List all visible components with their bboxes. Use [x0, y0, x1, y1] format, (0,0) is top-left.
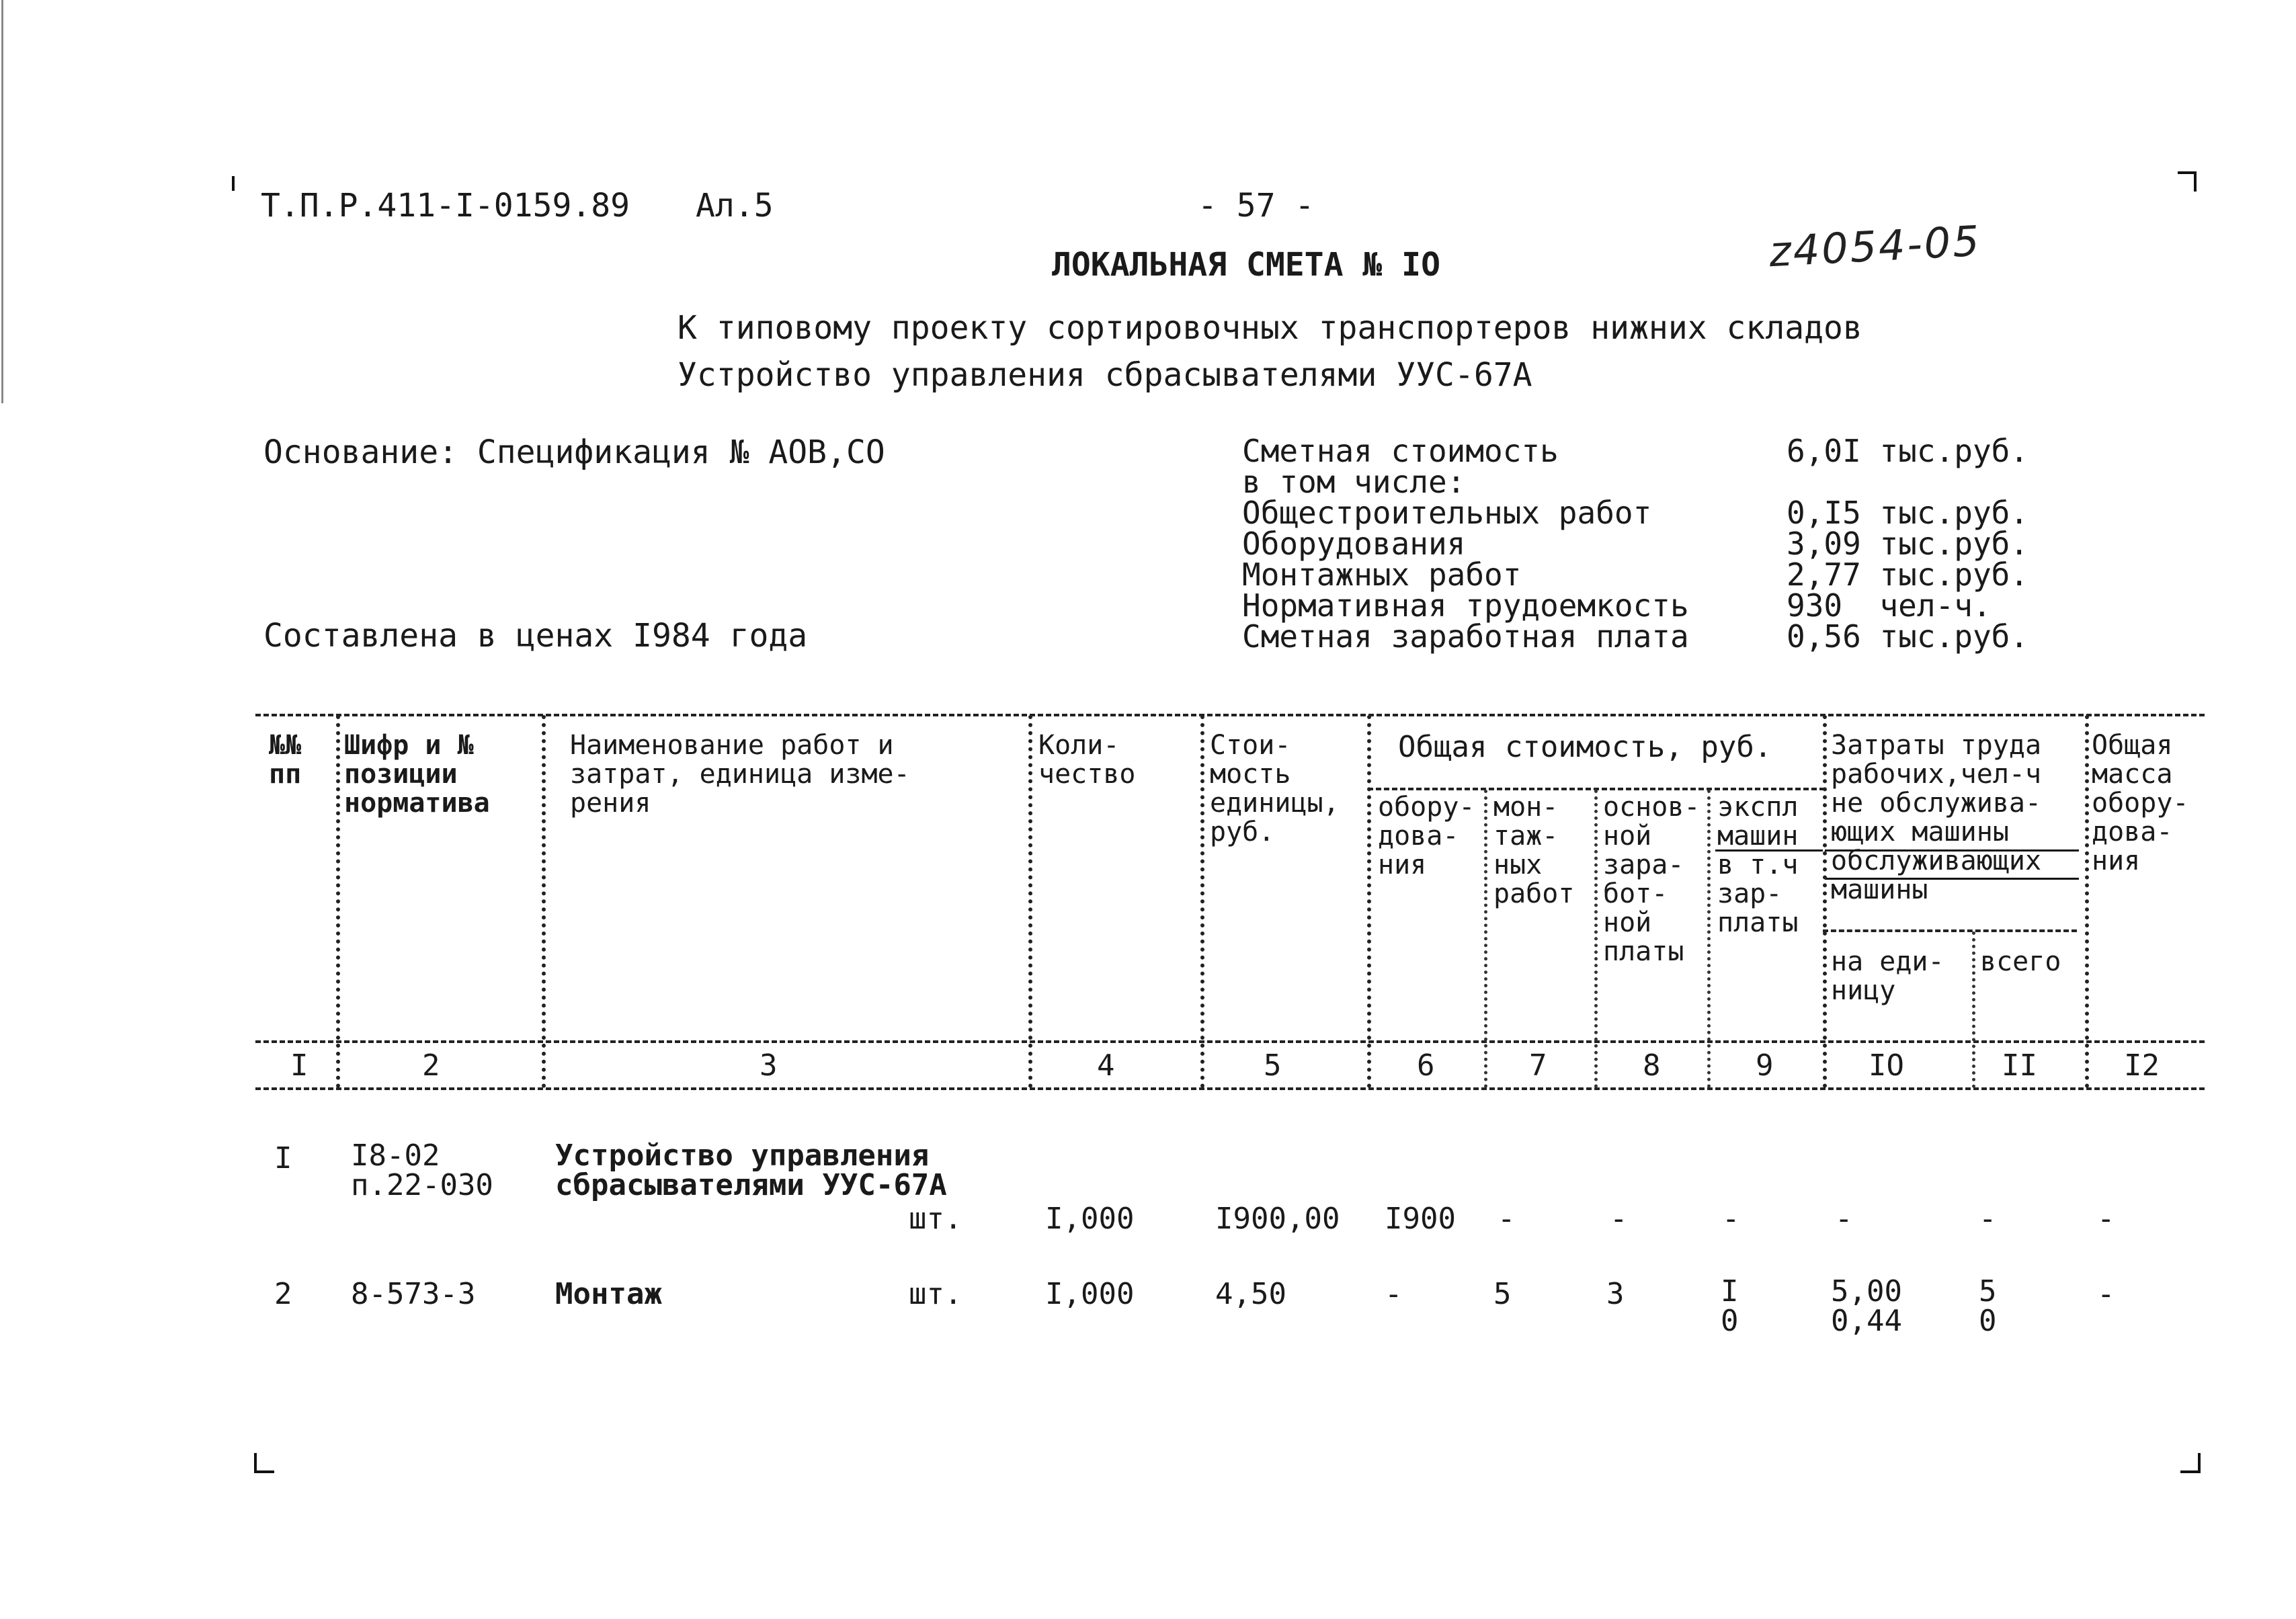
- header-code: Шифр и № позиции норматива: [344, 730, 490, 819]
- page-title: ЛОКАЛЬНАЯ СМЕТА № IO: [1052, 246, 1440, 284]
- col-number-5: 5: [1264, 1048, 1282, 1083]
- cost-summary-value: 930 чел-ч.: [1787, 587, 1992, 624]
- col-number-12: I2: [2124, 1048, 2160, 1083]
- col-sep-2: [542, 715, 546, 1088]
- cost-summary-label: Нормативная трудоемкость: [1242, 587, 1689, 624]
- col-number-10: IO: [1869, 1048, 1904, 1083]
- row-mass: -: [2097, 1277, 2115, 1311]
- subtitle-line-1: К типовому проекту сортировочных транспортеров нижних складов: [678, 309, 1862, 347]
- table-top-rule: [255, 714, 2205, 716]
- row-quantity: I,000: [1045, 1202, 1135, 1236]
- cost-summary-row: [1242, 618, 2049, 655]
- cost-summary-label: Общестроительных работ: [1242, 495, 1652, 531]
- cost-summary-label: Сметная стоимость: [1242, 433, 1559, 469]
- corner-mark-bottom-left: [254, 1453, 274, 1473]
- row-code: I8-02 п.22-030: [351, 1138, 493, 1202]
- row-quantity: I,000: [1045, 1277, 1135, 1311]
- cost-summary: [1242, 435, 2049, 657]
- row-equipment: I900: [1385, 1202, 1456, 1236]
- header-mounting: мон- таж- ных работ: [1493, 792, 1575, 909]
- col-number-9: 9: [1756, 1048, 1774, 1083]
- subtitle-line-2: Устройство управления сбрасывателями УУС-67А: [678, 356, 1532, 394]
- cost-summary-value: 2,77 тыс.руб.: [1787, 556, 2029, 593]
- row-mounting: -: [1498, 1202, 1516, 1236]
- row-salary: -: [1610, 1202, 1628, 1236]
- row-mass: -: [2097, 1202, 2115, 1236]
- cost-summary-label: Сметная заработная плата: [1242, 618, 1689, 655]
- cost-summary-row: [1242, 526, 2049, 562]
- row-mounting: 5: [1493, 1277, 1512, 1311]
- prices-line: Составлена в ценах I984 года: [263, 617, 808, 655]
- col-sep-5: [1367, 715, 1371, 1088]
- cost-summary-value: 3,09 тыс.руб.: [1787, 526, 2029, 562]
- col-sep-10: [1972, 931, 1975, 1088]
- row-machines: -: [1722, 1202, 1740, 1236]
- row-salary: 3: [1606, 1277, 1625, 1311]
- header-machines: экспл машин в т.ч зар- платы: [1717, 792, 1799, 938]
- col-sep-1: [336, 715, 340, 1088]
- cost-summary-value: 6,0I тыс.руб.: [1787, 433, 2029, 469]
- row-number: I: [274, 1141, 292, 1175]
- cost-summary-value: 0,56 тыс.руб.: [1787, 618, 2029, 655]
- row-total: -: [1979, 1202, 1997, 1236]
- row-unit-cost: I900,00: [1215, 1202, 1340, 1236]
- cost-summary-row: [1242, 556, 2049, 593]
- col-number-6: 6: [1417, 1048, 1435, 1083]
- col-sep-9: [1823, 715, 1827, 1088]
- header-quantity: Коли- чество: [1038, 730, 1136, 790]
- numbers-bottom-rule: [255, 1087, 2205, 1090]
- header-unit-cost: Стои- мость единицы, руб.: [1210, 730, 1340, 847]
- header-per-unit: на еди- ницу: [1831, 946, 1944, 1006]
- col-sep-3: [1028, 715, 1032, 1088]
- col-sep-7: [1594, 790, 1598, 1088]
- cost-summary-label: в том числе:: [1242, 464, 1466, 500]
- row-code: 8-573-3: [351, 1277, 476, 1311]
- col-number-4: 4: [1097, 1048, 1115, 1083]
- cost-summary-row: [1242, 587, 2049, 624]
- cost-summary-value: 0,I5 тыс.руб.: [1787, 495, 2029, 531]
- header-labor-group: Затраты труда рабочих,чел-ч не обслужива- ющих машины обслуживающих машины: [1831, 730, 2042, 905]
- header-mass: Общая масса обору- дова- ния: [2092, 730, 2189, 876]
- handwritten-number: z4054-05: [1768, 216, 1983, 277]
- row-unit: шт.: [909, 1202, 962, 1236]
- cost-summary-label: Оборудования: [1242, 526, 1466, 562]
- col-sep-4: [1200, 715, 1204, 1088]
- col-sep-8: [1707, 790, 1711, 1088]
- row-name: Устройство управления сбрасывателями УУС-67А: [555, 1138, 947, 1202]
- col-sep-6: [1484, 790, 1487, 1088]
- col-number-3: 3: [760, 1048, 778, 1083]
- row-unit: шт.: [909, 1277, 962, 1311]
- header-base-salary: основ- ной зара- бот- ной платы: [1603, 792, 1700, 967]
- col-number-11: II: [2002, 1048, 2037, 1083]
- sheet-label: Ал.5: [696, 187, 774, 224]
- row-machines: I 0: [1721, 1274, 1739, 1338]
- header-name: Наименование работ и затрат, единица изме- рения: [570, 730, 910, 819]
- row-equipment: -: [1385, 1277, 1403, 1311]
- col-number-1: I: [290, 1048, 309, 1083]
- row-unit-cost: 4,50: [1215, 1277, 1286, 1311]
- col-number-8: 8: [1643, 1048, 1661, 1083]
- corner-mark-bottom-right: [2180, 1453, 2201, 1473]
- cost-summary-row: [1242, 464, 2049, 500]
- header-total-cost-group: Общая стоимость, руб.: [1398, 730, 1772, 764]
- corner-mark-top-left: [232, 176, 235, 191]
- row-per-unit: -: [1835, 1202, 1853, 1236]
- cost-summary-row: [1242, 433, 2049, 469]
- row-number: 2: [274, 1277, 292, 1311]
- header-total: всего: [1980, 946, 2061, 977]
- basis-line: Основание: Спецификация № АОВ,СО: [263, 433, 885, 471]
- col-sep-11: [2085, 715, 2089, 1088]
- col-number-7: 7: [1529, 1048, 1547, 1083]
- document-code: Т.П.Р.411-I-0159.89: [261, 187, 630, 224]
- col-number-2: 2: [422, 1048, 440, 1083]
- header-bottom-rule: [255, 1040, 2205, 1043]
- row-name: Монтаж: [555, 1277, 662, 1311]
- cost-summary-row: [1242, 495, 2049, 531]
- header-equipment: обору- дова- ния: [1378, 792, 1475, 880]
- left-edge-line: [1, 0, 3, 403]
- row-per-unit: 5,00 0,44: [1831, 1274, 1902, 1338]
- page-number: - 57 -: [1198, 187, 1315, 224]
- header-row-number: №№ пп: [269, 730, 302, 790]
- labor-sub-rule: [1823, 929, 2077, 932]
- corner-mark-top-right: [2178, 171, 2197, 192]
- cost-summary-label: Монтажных работ: [1242, 556, 1522, 593]
- row-total: 5 0: [1979, 1274, 1997, 1338]
